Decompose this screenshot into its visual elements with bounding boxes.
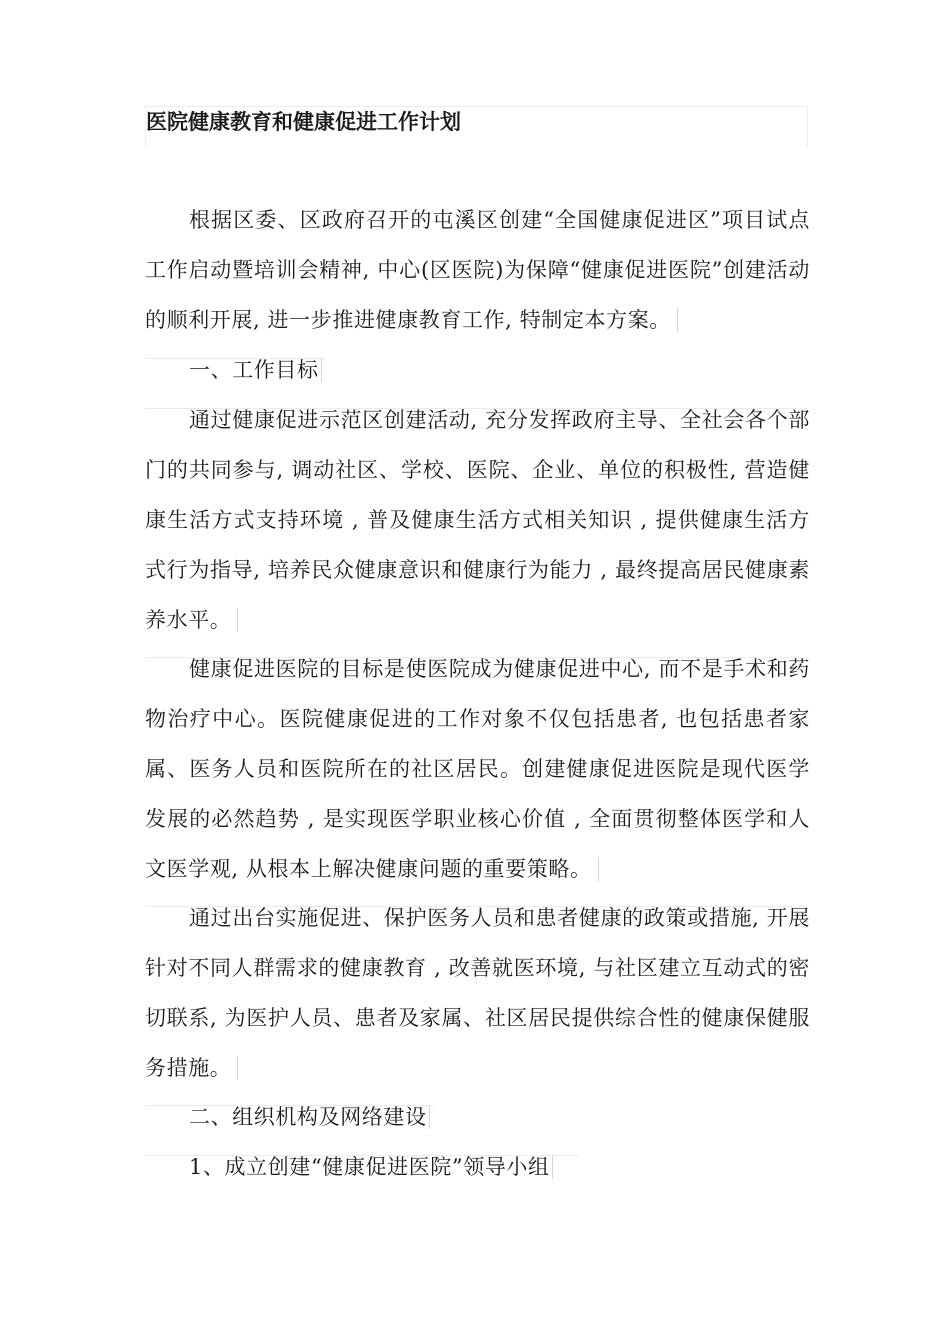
section2-heading-text: 二、组织机构及网络建设 [189, 1105, 430, 1129]
document-title [145, 106, 808, 148]
section1-paragraph-3 [145, 893, 810, 1093]
section1-heading [145, 345, 322, 395]
section2-item-1 [145, 1142, 553, 1192]
section1-paragraph-2-text: 健康促进医院的目标是使医院成为健康促进中心, 而不是手术和药物治疗中心。医院健康促进的工作对象不仅包括患者, 也包括患者家属、医务人员和医院所在的社区居民。创建健康促进医院是现代医学发展的必然趋势 , 是实现医学职业核心价值 , 全面贯彻整体医学和人文医学观, 从根本上解决健康问题的重要策略。 [145, 657, 810, 881]
section2-item-1-text: 1、成立创建“健康促进医院”领导小组 [189, 1155, 553, 1179]
section1-paragraph-1-text: 通过健康促进示范区创建活动, 充分发挥政府主导、全社会各个部门的共同参与, 调动社区、学校、医院、企业、单位的积极性, 营造健康生活方式支持环境 , 普及健康生活方式相关知识 , 提供健康生活方式行为指导, 培养民众健康意识和健康行为能力 , 最终提高居民健康素养水平。 [145, 408, 810, 632]
section1-paragraph-1 [145, 395, 810, 645]
intro-paragraph [145, 195, 810, 345]
intro-text: 根据区委、区政府召开的屯溪区创建“全国健康促进区”项目试点工作启动暨培训会精神, 中心(区医院)为保障“健康促进医院”创建活动的顺利开展, 进一步推进健康教育工作, 特制定本方案。 [145, 208, 810, 332]
section1-paragraph-2 [145, 644, 810, 894]
section1-heading-text: 一、工作目标 [189, 358, 322, 382]
section2-heading [145, 1092, 430, 1142]
document-title-text: 医院健康教育和健康促进工作计划 [146, 110, 461, 134]
section1-paragraph-3-text: 通过出台实施促进、保护医务人员和患者健康的政策或措施, 开展针对不同人群需求的健康教育 , 改善就医环境, 与社区建立互动式的密切联系, 为医护人员、患者及家属、社区居民提供综合性的健康保健服务措施。 [145, 906, 810, 1080]
